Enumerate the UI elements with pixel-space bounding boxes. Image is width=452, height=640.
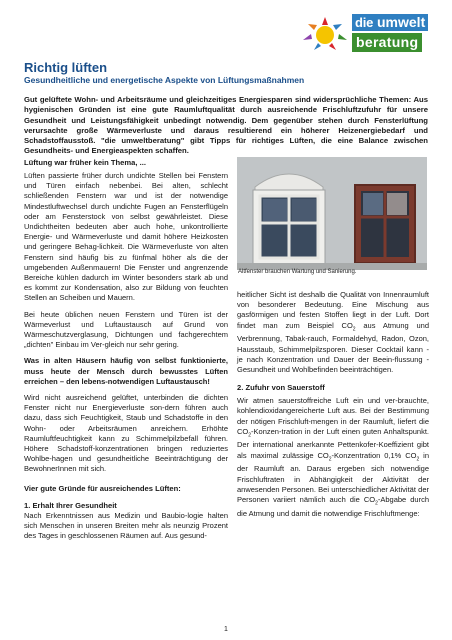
section-heading-gesundheit: 1. Erhalt Ihrer Gesundheit	[24, 500, 117, 510]
section-heading-vier-gruende: Vier gute Gründe für ausreichendes Lüften:	[24, 483, 181, 493]
paragraph: Lüften passierte früher durch undichte Stellen bei Fenstern und Türen einfach nebenbei. Bei alten, schlecht schließenden Fenstern war und ist der notwendige Mindestluftwechsel durch undichte Fugen an Fensterflügeln oder am Fensterstock von selbst gewährleistet. Diese Undichtheiten bedeuten aber auch hohe, unkontrollierte Energie- und Wärmeverluste und damit höhere Heizkosten und geringere Behag-lichkeit. Die Wärmeverluste von alten Fenstern sind häufig bis zu fünfmal höher als die der umgebenden Außenmauern! Die Fenster und angrenzende Bereiche kühlen dadurch im Winter besonders stark ab und es kommt zur Kondensation, also zur Bildung von feuchten Stellen an Scheiben und Mauern.	[24, 171, 228, 303]
logo-text-die: die	[352, 14, 376, 31]
paragraph: heitlicher Sicht ist deshalb die Qualität von Innenraumluft von besonderer Bedeutung. Eine Mischung aus gasförmigen und festen Stoffen liegt in der Luft. Dort findet man zum Beispiel $CO_2$ aus Atmung und Verbrennung, Tabak-rauch, Formaldehyd, Radon, Ozon, Hausstaub, Schimmelpilzsporen. Dieser Cocktail kann - je nach Konzentration und Dauer der Beein-flussung - Gesundheit und Wohlbefinden beeinträchtigen.	[237, 290, 429, 374]
section-heading-sauerstoff: 2. Zufuhr von Sauerstoff	[237, 383, 325, 393]
logo-sun-icon	[300, 14, 350, 54]
left-column	[24, 158, 228, 547]
logo-text-umwelt: umwelt	[374, 14, 428, 31]
die-umweltberatung-logo	[300, 14, 446, 54]
intro-paragraph: Gut gelüftete Wohn- und Arbeitsräume und gleichzeitiges Energiesparen sind widersprüchliche Themen: Aus hygienischen Gründen ist eine gute Raumluftqualität durch ausreichende Frischluftzufuhr für unsere Gesundheit und Leistungsfähigkeit unbedingt notwendig. Dem gegenüber stehen durch Fensterlüftung verursachte große Wärmeverluste und daraus resultierend ein höherer Heizenergiebedarf und Schadstoffausstoß. "die umweltberatung" gibt Tipps für richtiges Lüften, die eine Balance zwischen Gesundheits- und Energieaspekten schaffen.	[24, 95, 428, 156]
document-subtitle: Gesundheitliche und energetische Aspekte von Lüftungsmaßnahmen	[24, 75, 305, 85]
paragraph: Wird nicht ausreichend gelüftet, unterbinden die dichten Fenster nicht nur Energieverluste son-dern führen auch dazu, dass sich Feuchtigkeit, Staub und Schadstoffe in den Wohn- oder Arbeitsräumen anreichern. Erhöhte Raumluftfeuchtigkeit kann zu Schimmelpilzbefall führen. Höhere Schadstoff-konzentrationen bringen reduziertes Wohlbe-hagen und gesundheitliche Beeinträchtigung der BewohnerInnen mit sich.	[24, 393, 228, 474]
old-window-photo	[237, 157, 427, 270]
logo-text-beratung: beratung	[352, 33, 422, 52]
section-heading-lueftung-frueher: Lüftung war früher kein Thema, ...	[24, 158, 146, 167]
page-number: 1	[224, 626, 228, 633]
document-title: Richtig lüften	[24, 60, 108, 75]
highlight-paragraph: Was in alten Häusern häufig von selbst funktionierte, muss heute der Mensch durch bewusstes Lüften erreichen – den lebens-notwendigen Luftaustausch!	[24, 356, 228, 386]
paragraph: Wir atmen sauerstoffreiche Luft ein und ver-brauchte, kohlendioxidangereicherte Luft aus. Bei der Bestimmung der nötigen Frischluft-mengen in der Raumluft, liefert die $CO_2-Konzen$-tration in der Luft einen guten Anhaltspunkt. Der international anerkannte Pettenkofer-Koeffizient gibt als maximal zulässige $CO_2$-Konzentration 0,1% $CO_2$ in der Raumluft an. Daraus ergeben sich notwendige Frischluftraten in Abhängigkeit der Aktivität der anwesenden Personen. Bei unterschiedlicher Aktivität der Personen variiert nämlich auch die $CO_2$-Abgabe durch die Atmung und damit die notwendige Frischluftmenge:	[237, 396, 429, 518]
right-column	[237, 290, 429, 525]
paragraph: Bei heute üblichen neuen Fenstern und Türen ist der Wärmeverlust und Luftaustausch auf Grund von Wärmeschutzverglasung, Dichtungen und fachgerechtem „dichten" Einbau im Ver-gleich nur sehr gering.	[24, 309, 228, 350]
photo-caption: Altfenster brauchen Wartung und Sanierung.	[238, 269, 357, 275]
paragraph: Nach Erkenntnissen aus Medizin und Baubio-logie halten sich Menschen in unseren Breiten mehr als neunzig Prozent des Tages in geschlossenen Räumen auf. Aus gesund-	[24, 510, 228, 541]
